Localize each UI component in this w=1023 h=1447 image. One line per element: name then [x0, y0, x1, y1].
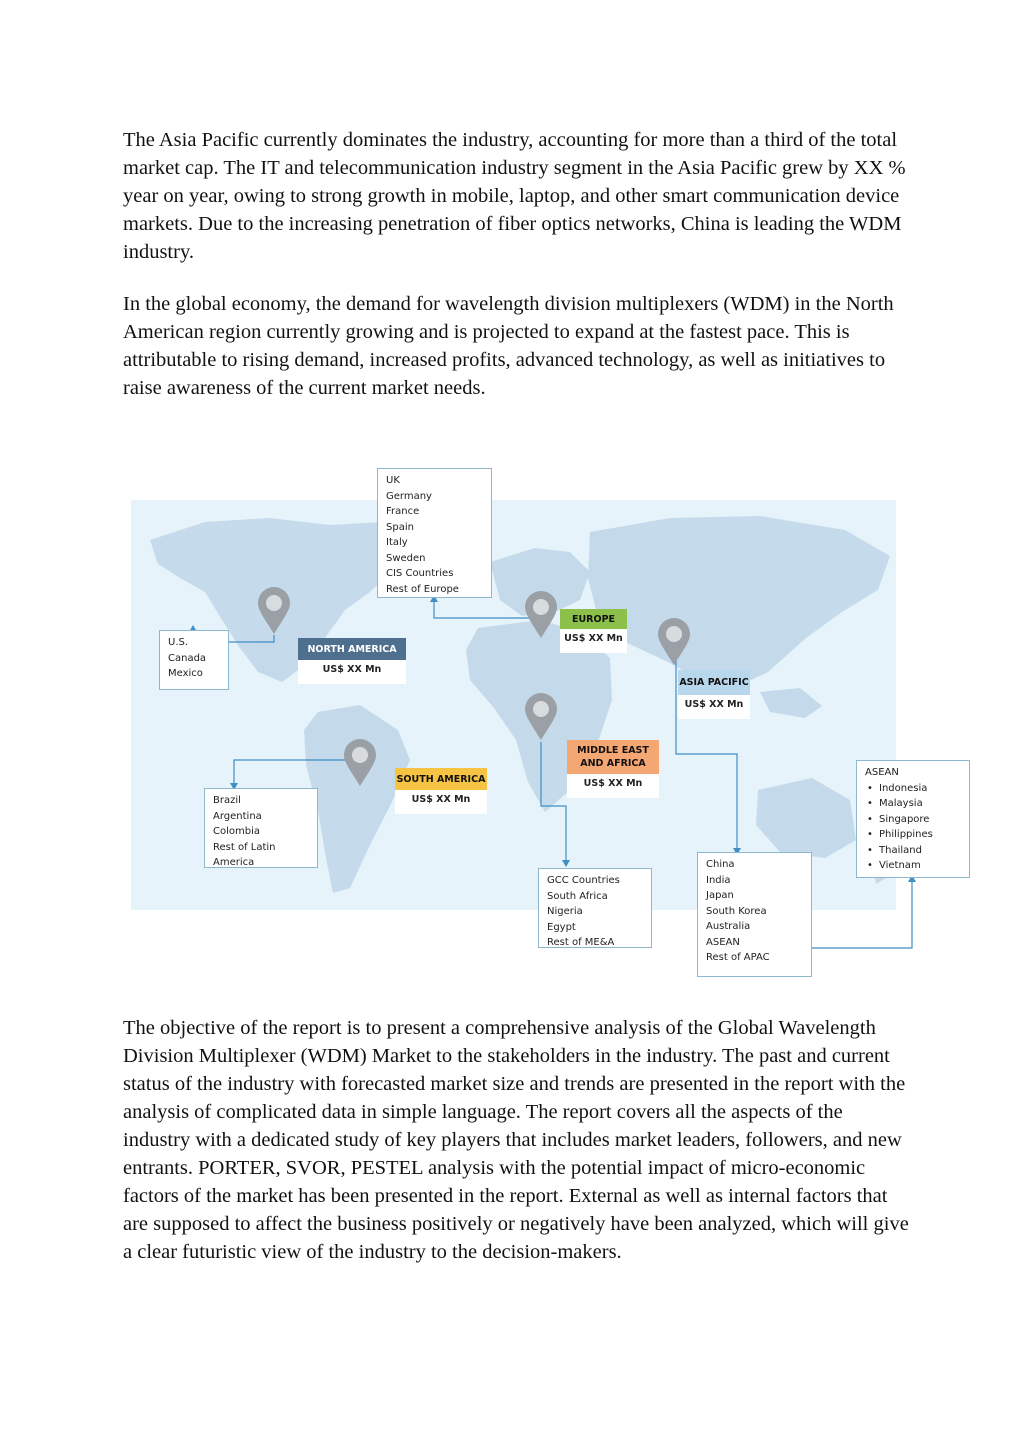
country-item: South Africa: [547, 890, 608, 902]
country-item: • Singapore: [879, 812, 961, 828]
country-item: Canada: [168, 652, 207, 664]
asean-title: ASEAN: [865, 767, 899, 778]
country-item: Australia: [706, 921, 751, 932]
country-item: CIS Countries: [386, 568, 454, 579]
north-america-pin-icon: [256, 586, 292, 636]
country-item: America: [213, 857, 255, 868]
country-item: Rest of Europe: [386, 583, 459, 595]
country-item: India: [706, 874, 731, 886]
paragraph-report-objective: The objective of the report is to present a comprehensive analysis of the Global Wavelength Division Multiplexer (WDM) Market to the stakeholders in the industry. The past and current status of the industry with forecasted market size and trends are presented in the report with the analysis of complicated data in simple language. The report covers all the aspects of the industry with a dedicated study of key players that includes market leaders, followers, and new entrants. PORTER, SVOR, PESTEL analysis with the potential impact of micro-economic factors of the market has been presented in the report. External as well as internal factors that are supposed to affect the business positively or negatively have been analyzed, which will give a clear futuristic view of the industry to the decision-makers.: [123, 1017, 909, 1263]
country-item: Germany: [386, 490, 432, 502]
country-item: Spain: [386, 521, 414, 533]
europe-label: EUROPE: [560, 609, 627, 629]
north-america-country-list: [159, 630, 229, 690]
country-item: France: [386, 506, 420, 517]
asia-pacific-label: ASIA PACIFIC: [678, 670, 750, 695]
country-item: Rest of APAC: [706, 952, 770, 963]
country-item: • Indonesia: [879, 781, 961, 797]
north-america-value: US$ XX Mn: [298, 660, 406, 684]
middle-east-africa-value: US$ XX Mn: [567, 774, 659, 798]
asia-pacific-value: US$ XX Mn: [678, 695, 750, 719]
country-item: • Malaysia: [879, 796, 961, 812]
country-item: Nigeria: [547, 906, 583, 917]
europe-value: US$ XX Mn: [560, 629, 627, 653]
country-item: • Vietnam: [879, 858, 961, 874]
country-item: Egypt: [547, 921, 576, 933]
country-item: • Thailand: [879, 843, 961, 859]
country-item: Japan: [706, 890, 734, 901]
asia-pacific-country-list: [697, 852, 812, 977]
south-america-country-list: [204, 788, 318, 868]
north-america-label: NORTH AMERICA: [298, 638, 406, 660]
country-item: South Korea: [706, 905, 767, 917]
world-map-illustration: [0, 460, 1023, 990]
intro-paragraph-asia-pacific: The Asia Pacific currently dominates the industry, accounting for more than a third of the total market cap. The IT and telecommunication industry segment in the Asia Pacific grew by XX % year on year, owing to strong growth in mobile, laptop, and other smart communication device markets. Due to the increasing penetration of fiber optics networks, China is leading the WDM industry.: [123, 129, 906, 263]
country-item: UK: [386, 475, 400, 486]
country-item: Rest of Latin: [213, 841, 276, 853]
country-item: Colombia: [213, 826, 260, 837]
middle-east-africa-label: MIDDLE EAST AND AFRICA: [567, 740, 659, 774]
middle-east-africa-pin-icon: [523, 692, 559, 742]
country-item: ASEAN: [706, 936, 740, 948]
country-item: Mexico: [168, 668, 203, 679]
asean-country-list: [856, 760, 970, 878]
country-item: • Philippines: [879, 827, 961, 843]
europe-country-list: [377, 468, 492, 598]
country-item: Brazil: [213, 795, 241, 806]
country-item: Rest of ME&A: [547, 937, 615, 948]
country-item: China: [706, 859, 735, 870]
country-item: Sweden: [386, 552, 426, 564]
south-america-pin-icon: [342, 738, 378, 788]
regional-market-map-figure: [0, 460, 1023, 990]
country-item: Argentina: [213, 810, 262, 822]
south-america-value: US$ XX Mn: [395, 790, 487, 814]
south-america-label: SOUTH AMERICA: [395, 768, 487, 790]
country-item: Italy: [386, 537, 408, 548]
country-item: U.S.: [168, 637, 189, 648]
paragraph-north-america: In the global economy, the demand for wavelength division multiplexers (WDM) in the North American region currently growing and is projected to expand at the fastest pace. This is attributable to rising demand, increased profits, advanced technology, as well as initiatives to raise awareness of the current market needs.: [123, 293, 894, 399]
europe-pin-icon: [523, 590, 559, 640]
middle-east-africa-country-list: [538, 868, 652, 948]
asia-pacific-pin-icon: [656, 617, 692, 667]
country-item: GCC Countries: [547, 875, 620, 886]
